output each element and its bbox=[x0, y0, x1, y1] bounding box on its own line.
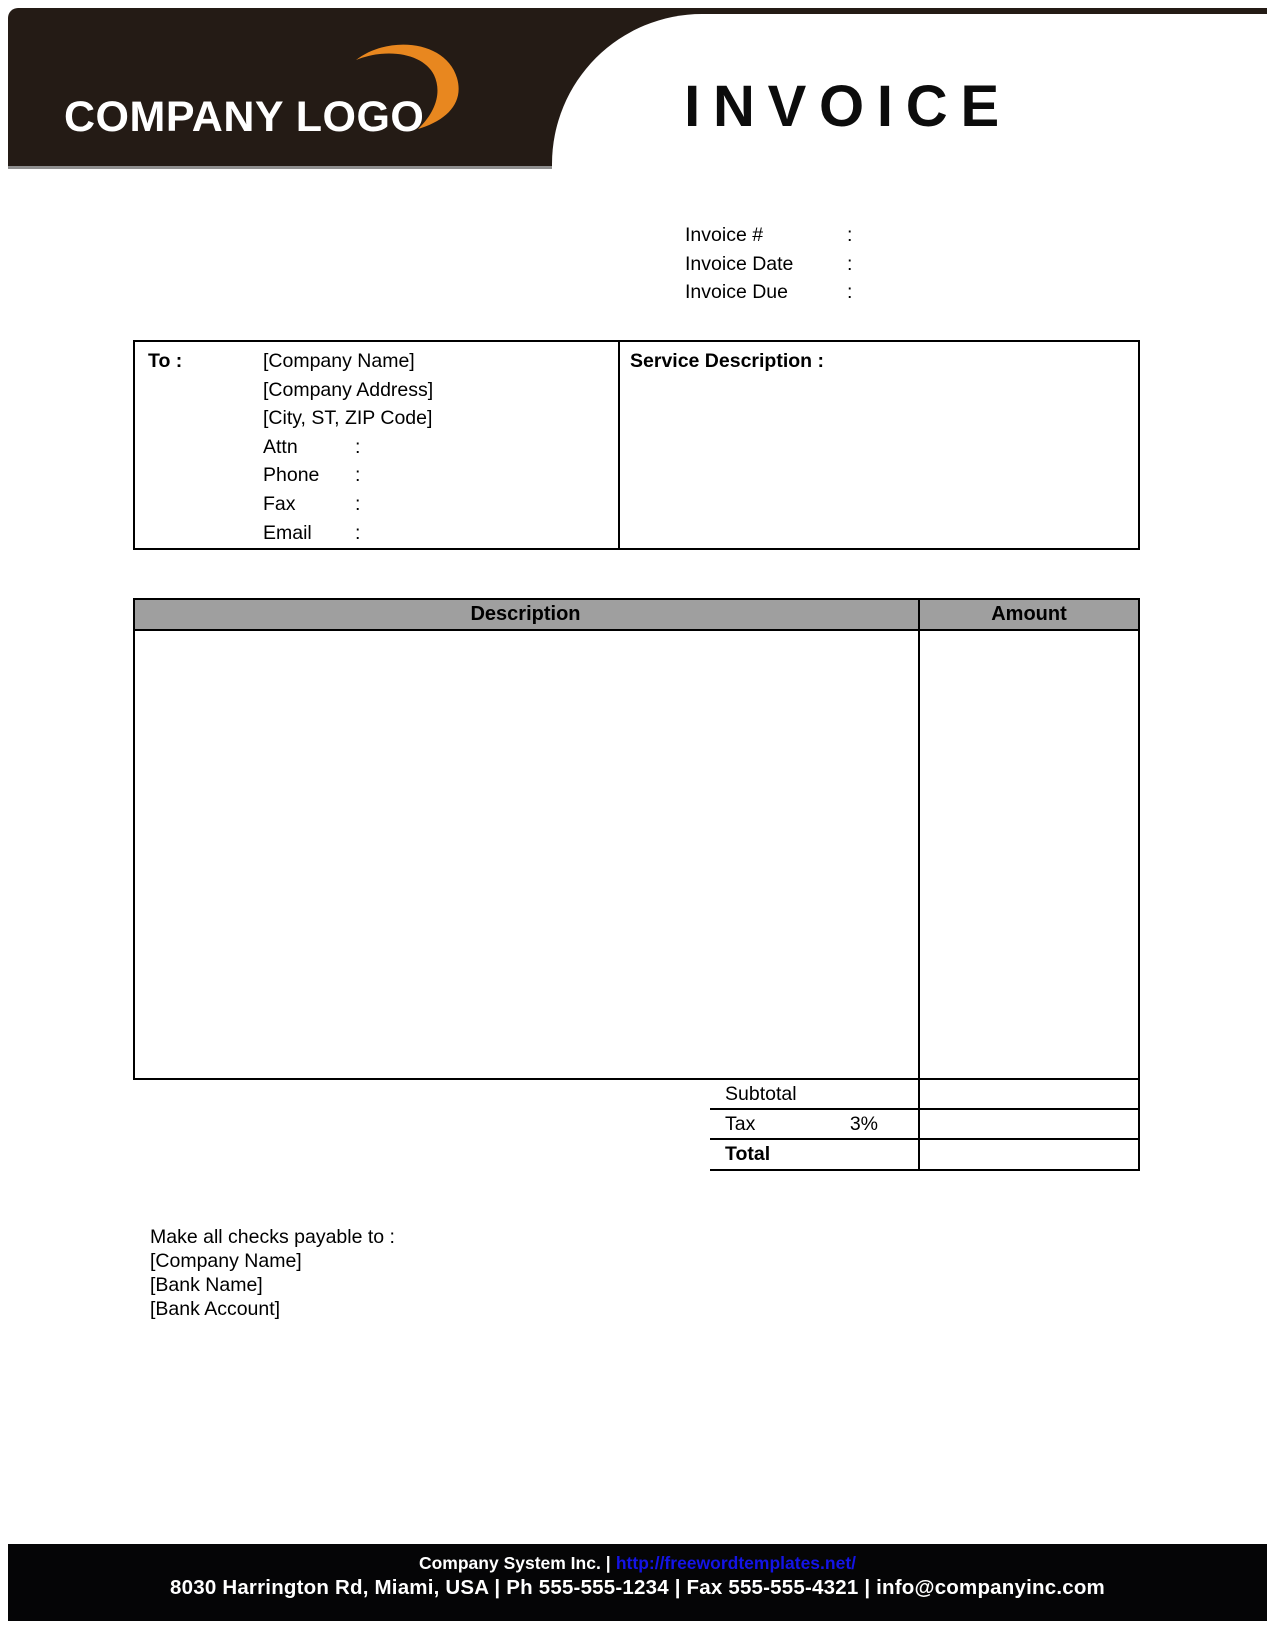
tax-row bbox=[710, 1110, 1140, 1140]
payable-company-name: [Company Name] bbox=[150, 1250, 302, 1272]
payable-block bbox=[150, 1225, 395, 1321]
amount-body-cell[interactable] bbox=[920, 631, 1138, 1076]
invoice-due-label: Invoice Due bbox=[685, 281, 788, 304]
box-divider bbox=[618, 342, 620, 548]
fax-row bbox=[263, 490, 455, 519]
email-row bbox=[263, 519, 455, 548]
footer-website-link[interactable]: http://freewordtemplates.net/ bbox=[615, 1553, 857, 1573]
footer-company-line bbox=[8, 1544, 1267, 1574]
phone-label: Phone bbox=[263, 464, 320, 487]
email-value[interactable] bbox=[375, 519, 455, 548]
items-right-border bbox=[1138, 598, 1140, 1171]
description-body-cell[interactable] bbox=[135, 631, 916, 1076]
colon-separator: : bbox=[355, 492, 361, 515]
service-description-label: Service Description : bbox=[630, 350, 824, 372]
invoice-date-value[interactable] bbox=[869, 250, 1009, 279]
items-column-divider bbox=[918, 598, 920, 1171]
payable-bank-name: [Bank Name] bbox=[150, 1274, 263, 1296]
recipient-service-box bbox=[133, 340, 1140, 550]
total-extra bbox=[878, 1143, 918, 1166]
description-column-header: Description bbox=[470, 603, 581, 625]
attn-row bbox=[263, 433, 455, 462]
invoice-due-row bbox=[685, 278, 1009, 307]
colon-separator: : bbox=[847, 224, 853, 246]
invoice-number-value[interactable] bbox=[869, 221, 1009, 250]
items-table bbox=[133, 598, 1140, 1171]
subtotal-amount-cell[interactable] bbox=[918, 1080, 1140, 1108]
total-label: Total bbox=[725, 1143, 771, 1165]
recipient-city-state-zip[interactable]: [City, ST, ZIP Code] bbox=[263, 407, 433, 430]
logo-swoosh-icon bbox=[350, 42, 462, 135]
colon-separator: : bbox=[847, 252, 853, 275]
tax-rate: 3% bbox=[849, 1112, 878, 1135]
subtotal-row bbox=[710, 1080, 1140, 1110]
email-label: Email bbox=[263, 521, 312, 544]
total-amount-cell[interactable] bbox=[918, 1140, 1140, 1169]
colon-separator: : bbox=[847, 281, 853, 304]
service-description-area[interactable] bbox=[630, 378, 1134, 544]
phone-row bbox=[263, 461, 455, 490]
payable-instruction: Make all checks payable to : bbox=[150, 1226, 395, 1248]
invoice-date-row bbox=[685, 250, 1009, 279]
invoice-title: INVOICE bbox=[684, 74, 1012, 139]
payable-bank-account: [Bank Account] bbox=[150, 1298, 281, 1320]
invoice-due-value[interactable] bbox=[869, 278, 1009, 307]
tax-amount-cell[interactable] bbox=[918, 1110, 1140, 1138]
colon-separator: : bbox=[355, 464, 361, 487]
colon-separator: : bbox=[355, 435, 361, 458]
invoice-date-label: Invoice Date bbox=[685, 252, 794, 275]
tax-label: Tax bbox=[725, 1112, 756, 1135]
subtotal-extra bbox=[878, 1083, 918, 1106]
to-label: To : bbox=[148, 350, 183, 372]
attn-value[interactable] bbox=[375, 433, 455, 462]
fax-value[interactable] bbox=[375, 490, 455, 519]
recipient-block[interactable] bbox=[263, 347, 433, 433]
attn-label: Attn bbox=[263, 435, 298, 458]
tax-left-cell bbox=[710, 1113, 918, 1136]
recipient-company-address[interactable]: [Company Address] bbox=[263, 378, 434, 401]
invoice-number-label: Invoice # bbox=[685, 224, 764, 246]
footer-company-text: Company System Inc. | bbox=[418, 1553, 611, 1573]
totals-section bbox=[710, 1080, 1140, 1171]
colon-separator: : bbox=[355, 521, 361, 544]
footer-bar bbox=[8, 1544, 1267, 1621]
company-logo-text: COMPANY LOGO bbox=[64, 93, 425, 141]
invoice-meta bbox=[685, 221, 1009, 307]
subtotal-label: Subtotal bbox=[725, 1082, 797, 1105]
recipient-contact-block bbox=[263, 433, 455, 547]
total-row bbox=[710, 1140, 1140, 1171]
total-left-cell bbox=[710, 1143, 918, 1166]
fax-label: Fax bbox=[263, 492, 296, 515]
amount-column-header: Amount bbox=[991, 603, 1067, 625]
phone-value[interactable] bbox=[375, 461, 455, 490]
subtotal-left-cell bbox=[710, 1083, 918, 1106]
footer-address-line: 8030 Harrington Rd, Miami, USA | Ph 555-555-1234 | Fax 555-555-4321 | info@companyinc.com bbox=[170, 1576, 1105, 1599]
invoice-number-row bbox=[685, 221, 1009, 250]
recipient-company-name[interactable]: [Company Name] bbox=[263, 350, 415, 372]
